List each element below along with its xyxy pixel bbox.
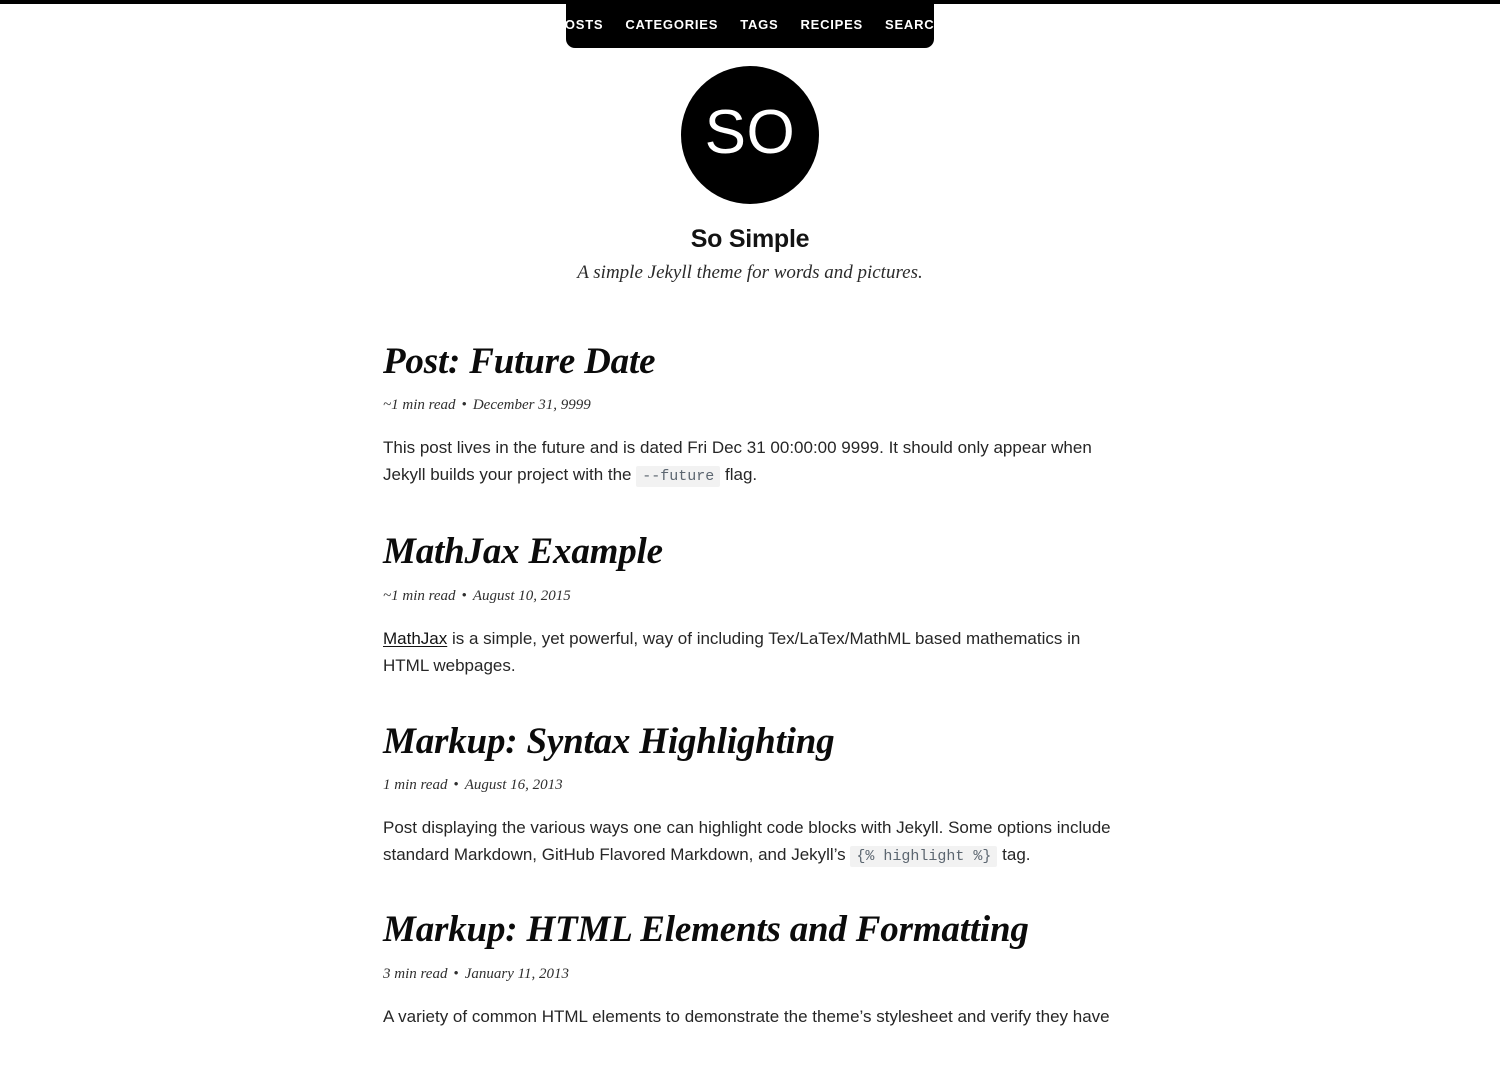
- site-branding: [0, 66, 1500, 286]
- post-read-time: ~1 min read: [383, 397, 456, 414]
- primary-navigation: [555, 0, 945, 48]
- nav-item-categories[interactable]: CATEGORIES: [625, 16, 719, 32]
- meta-separator: •: [453, 965, 459, 982]
- post-date: August 16, 2013: [464, 777, 563, 794]
- post-excerpt: [383, 1003, 1123, 1030]
- nav-item-tags[interactable]: TAGS: [740, 16, 779, 32]
- post-item: [383, 720, 1123, 870]
- post-title-link[interactable]: Markup: HTML Elements and Formatting: [383, 909, 1029, 951]
- post-meta: [383, 776, 1123, 794]
- nav-item-search[interactable]: SEARCH: [885, 16, 945, 32]
- post-meta: [383, 587, 1123, 605]
- post-title[interactable]: [383, 720, 1123, 764]
- post-title-link[interactable]: Markup: Syntax Highlighting: [383, 720, 835, 762]
- post-excerpt-text: Post displaying the various ways one can highlight code blocks with Jekyll. Some options include standard Markdown, GitHub Flavored Markdown, and Jekyll’s: [383, 818, 1111, 865]
- post-excerpt: [383, 625, 1123, 679]
- inline-code-highlight: {% highlight %}: [850, 846, 997, 867]
- post-title[interactable]: [383, 340, 1123, 384]
- meta-separator: •: [461, 587, 467, 604]
- nav-item-recipes[interactable]: RECIPES: [800, 16, 864, 32]
- post-date: August 10, 2015: [472, 587, 571, 604]
- post-excerpt-text: is a simple, yet powerful, way of including Tex/LaTex/MathML based mathematics in HTML webpages.: [383, 628, 1081, 675]
- post-item: [383, 340, 1123, 490]
- post-item: [383, 908, 1123, 1029]
- meta-separator: •: [461, 397, 467, 414]
- meta-separator: •: [453, 777, 459, 794]
- post-meta: [383, 965, 1123, 983]
- post-read-time: ~1 min read: [383, 587, 456, 604]
- mathjax-link[interactable]: MathJax: [383, 628, 448, 648]
- nav-item-posts[interactable]: POSTS: [555, 16, 604, 32]
- site-logo-avatar[interactable]: [681, 66, 819, 204]
- post-excerpt-text-tail: tag.: [1002, 845, 1031, 865]
- inline-code-future: --future: [636, 466, 720, 487]
- post-date: December 31, 9999: [472, 397, 591, 414]
- post-excerpt-text-tail: flag.: [725, 465, 758, 485]
- post-read-time: 1 min read: [383, 777, 448, 794]
- masthead: [0, 0, 1500, 50]
- post-excerpt-text: This post lives in the future and is dated Fri Dec 31 00:00:00 9999. It should only appear when Jekyll builds your project with the: [383, 438, 1092, 485]
- post-item: [383, 530, 1123, 678]
- post-excerpt-text: A variety of common HTML elements to demonstrate the theme’s stylesheet and verify they have: [383, 1006, 1110, 1026]
- post-read-time: 3 min read: [383, 965, 448, 982]
- post-meta: [383, 396, 1123, 414]
- post-title[interactable]: [383, 530, 1123, 574]
- post-date: January 11, 2013: [464, 965, 570, 982]
- post-excerpt: [383, 434, 1123, 490]
- site-logo-initials: SO: [704, 98, 796, 167]
- post-title-link[interactable]: Post: Future Date: [383, 341, 656, 382]
- post-title[interactable]: [383, 908, 1123, 952]
- post-title-link[interactable]: MathJax Example: [383, 531, 663, 573]
- site-title[interactable]: So Simple: [690, 225, 810, 253]
- post-excerpt: [383, 814, 1123, 870]
- site-tagline: A simple Jekyll theme for words and pictures.: [577, 262, 923, 283]
- post-list: [383, 340, 1123, 1068]
